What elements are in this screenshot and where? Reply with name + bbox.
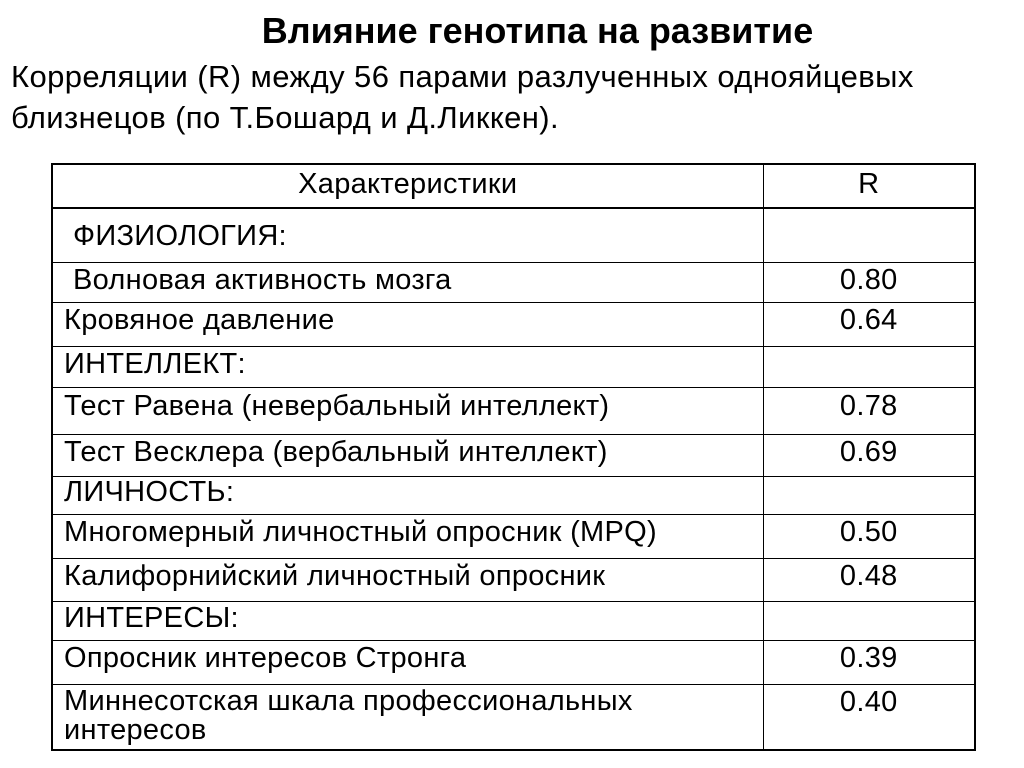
row-value: 0.48 — [763, 558, 975, 601]
row-label: Тест Равена (невербальный интеллект) — [52, 387, 763, 434]
subtitle-line-1: Корреляции (R) между 56 парами разлученных однояйцевых — [11, 59, 914, 94]
row-value: 0.40 — [763, 684, 975, 750]
row-value — [763, 601, 975, 640]
row-label: ИНТЕРЕСЫ: — [52, 601, 763, 640]
table-row — [52, 302, 975, 346]
header-r: R — [763, 164, 975, 208]
row-label: Тест Весклера (вербальный интеллект) — [52, 434, 763, 476]
row-label: ИНТЕЛЛЕКТ: — [52, 346, 763, 387]
row-value: 0.78 — [763, 387, 975, 434]
table-row — [52, 640, 975, 684]
header-characteristics: Характеристики — [52, 164, 763, 208]
row-value — [763, 208, 975, 262]
table-row — [52, 387, 975, 434]
table-row — [52, 514, 975, 558]
table-row — [52, 262, 975, 302]
table-header-row — [52, 164, 975, 208]
row-value — [763, 346, 975, 387]
correlation-table — [51, 163, 976, 751]
row-label: Волновая активность мозга — [52, 262, 763, 302]
row-value — [763, 476, 975, 514]
row-value: 0.50 — [763, 514, 975, 558]
table-row — [52, 208, 975, 262]
table-row — [52, 346, 975, 387]
row-label: Калифорнийский личностный опросник — [52, 558, 763, 601]
table-row — [52, 684, 975, 750]
row-value: 0.69 — [763, 434, 975, 476]
table-row — [52, 476, 975, 514]
table-row — [52, 601, 975, 640]
table-row — [52, 434, 975, 476]
row-label: Опросник интересов Стронга — [52, 640, 763, 684]
row-label: Миннесотская шкала профессиональных интересов — [52, 684, 763, 750]
page-title: Влияние генотипа на развитие — [261, 10, 814, 51]
table-row — [52, 558, 975, 601]
row-value: 0.80 — [763, 262, 975, 302]
row-label: Многомерный личностный опросник (MPQ) — [52, 514, 763, 558]
subtitle — [11, 56, 1011, 138]
row-value: 0.39 — [763, 640, 975, 684]
row-label: Кровяное давление — [52, 302, 763, 346]
row-value: 0.64 — [763, 302, 975, 346]
subtitle-line-2: близнецов (по Т.Бошард и Д.Ликкен). — [11, 100, 560, 135]
row-label: ФИЗИОЛОГИЯ: — [52, 208, 763, 262]
row-label: ЛИЧНОСТЬ: — [52, 476, 763, 514]
